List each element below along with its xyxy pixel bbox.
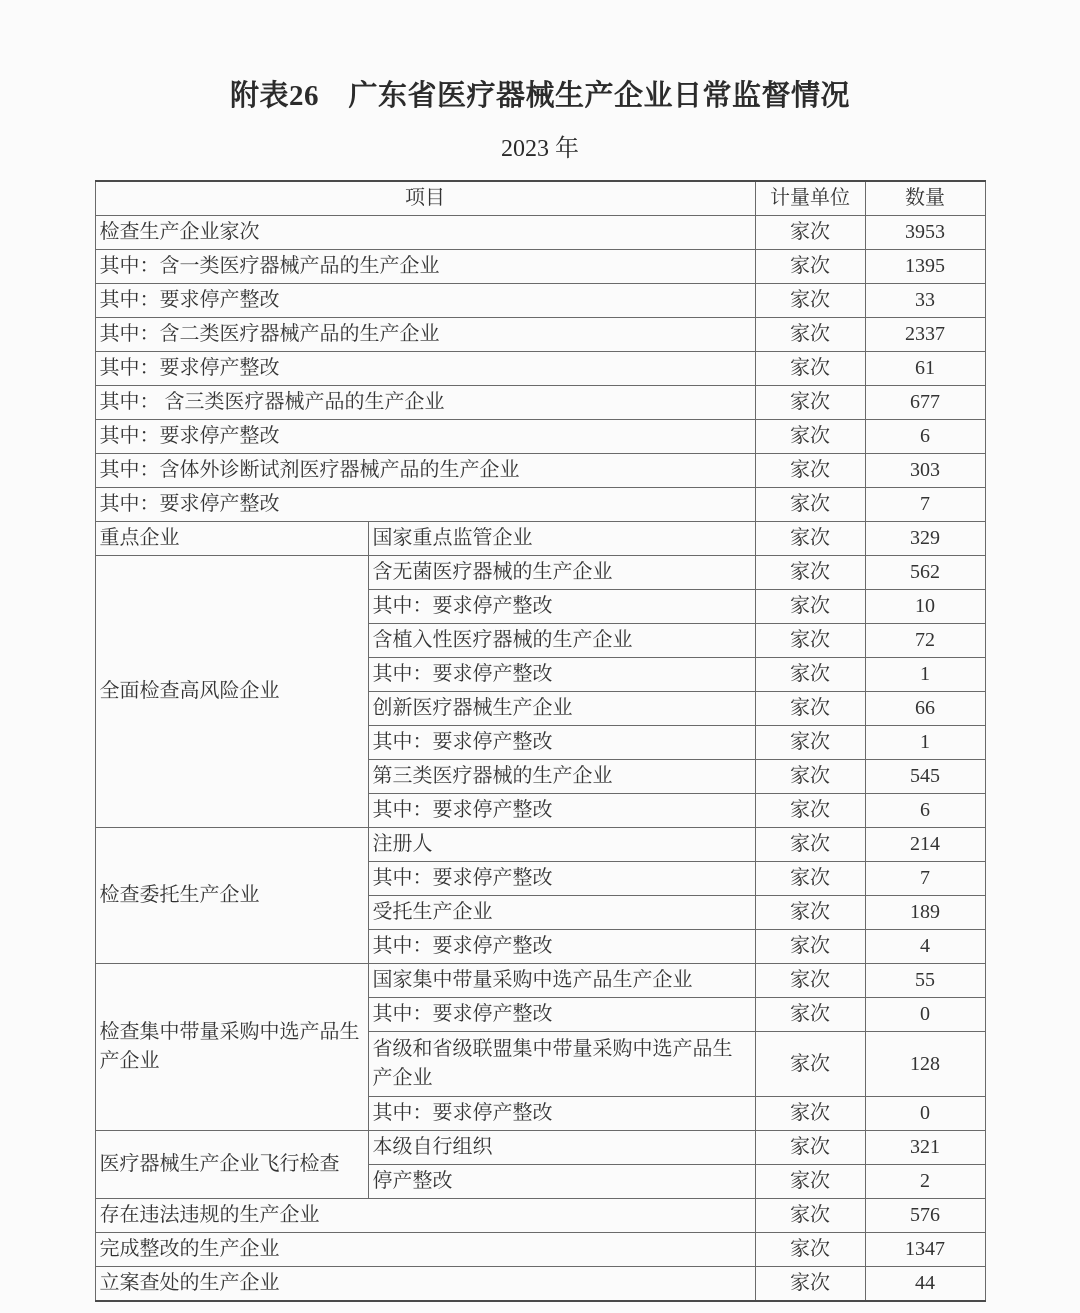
col-header-item: 项目	[95, 181, 755, 216]
item-cell: 含植入性医疗器械的生产企业	[368, 624, 755, 658]
col-header-quantity: 数量	[865, 181, 985, 216]
value-cell: 329	[865, 522, 985, 556]
value-cell: 189	[865, 896, 985, 930]
table-row	[95, 454, 985, 488]
value-cell: 0	[865, 1097, 985, 1131]
value-cell: 7	[865, 488, 985, 522]
value-cell: 6	[865, 794, 985, 828]
value-cell: 0	[865, 998, 985, 1032]
unit-cell: 家次	[755, 556, 865, 590]
unit-cell: 家次	[755, 1097, 865, 1131]
table-row	[95, 488, 985, 522]
value-cell: 72	[865, 624, 985, 658]
table-row	[95, 250, 985, 284]
item-cell: 创新医疗器械生产企业	[368, 692, 755, 726]
table-row	[95, 1267, 985, 1302]
item-cell: 其中：要求停产整改	[368, 1097, 755, 1131]
value-cell: 2	[865, 1165, 985, 1199]
unit-cell: 家次	[755, 726, 865, 760]
table-row	[95, 1131, 985, 1165]
item-cell: 国家集中带量采购中选产品生产企业	[368, 964, 755, 998]
item-cell: 其中：要求停产整改	[368, 658, 755, 692]
table-row	[95, 386, 985, 420]
item-cell: 国家重点监管企业	[368, 522, 755, 556]
item-cell: 其中：要求停产整改	[368, 998, 755, 1032]
item-cell: 第三类医疗器械的生产企业	[368, 760, 755, 794]
unit-cell: 家次	[755, 1032, 865, 1097]
unit-cell: 家次	[755, 284, 865, 318]
unit-cell: 家次	[755, 930, 865, 964]
value-cell: 303	[865, 454, 985, 488]
item-cell: 存在违法违规的生产企业	[95, 1199, 755, 1233]
unit-cell: 家次	[755, 420, 865, 454]
col-header-unit: 计量单位	[755, 181, 865, 216]
unit-cell: 家次	[755, 1199, 865, 1233]
unit-cell: 家次	[755, 216, 865, 250]
item-cell: 其中：要求停产整改	[368, 590, 755, 624]
item-cell: 其中：要求停产整改	[95, 284, 755, 318]
unit-cell: 家次	[755, 760, 865, 794]
value-cell: 61	[865, 352, 985, 386]
item-cell: 其中：要求停产整改	[95, 420, 755, 454]
unit-cell: 家次	[755, 964, 865, 998]
table-row	[95, 420, 985, 454]
value-cell: 562	[865, 556, 985, 590]
value-cell: 2337	[865, 318, 985, 352]
value-cell: 1347	[865, 1233, 985, 1267]
group-cell: 医疗器械生产企业飞行检查	[95, 1131, 368, 1199]
group-cell: 检查委托生产企业	[95, 828, 368, 964]
table-body	[95, 216, 985, 1302]
value-cell: 44	[865, 1267, 985, 1302]
value-cell: 66	[865, 692, 985, 726]
unit-cell: 家次	[755, 590, 865, 624]
table-row	[95, 1199, 985, 1233]
value-cell: 1	[865, 658, 985, 692]
item-cell: 完成整改的生产企业	[95, 1233, 755, 1267]
unit-cell: 家次	[755, 828, 865, 862]
item-cell: 停产整改	[368, 1165, 755, 1199]
page-subtitle: 2023 年	[501, 136, 579, 162]
value-cell: 55	[865, 964, 985, 998]
value-cell: 1395	[865, 250, 985, 284]
value-cell: 576	[865, 1199, 985, 1233]
item-cell: 本级自行组织	[368, 1131, 755, 1165]
value-cell: 6	[865, 420, 985, 454]
item-cell: 其中：含体外诊断试剂医疗器械产品的生产企业	[95, 454, 755, 488]
group-cell: 重点企业	[95, 522, 368, 556]
unit-cell: 家次	[755, 624, 865, 658]
item-cell: 其中：要求停产整改	[368, 794, 755, 828]
value-cell: 33	[865, 284, 985, 318]
group-cell: 全面检查高风险企业	[95, 556, 368, 828]
table-row	[95, 556, 985, 590]
item-cell: 注册人	[368, 828, 755, 862]
unit-cell: 家次	[755, 454, 865, 488]
unit-cell: 家次	[755, 692, 865, 726]
value-cell: 321	[865, 1131, 985, 1165]
unit-cell: 家次	[755, 1267, 865, 1302]
item-cell: 其中：含二类医疗器械产品的生产企业	[95, 318, 755, 352]
table-row	[95, 352, 985, 386]
value-cell: 3953	[865, 216, 985, 250]
value-cell: 7	[865, 862, 985, 896]
table-row	[95, 284, 985, 318]
unit-cell: 家次	[755, 250, 865, 284]
unit-cell: 家次	[755, 488, 865, 522]
item-cell: 其中：要求停产整改	[368, 726, 755, 760]
unit-cell: 家次	[755, 1233, 865, 1267]
item-cell: 其中：要求停产整改	[368, 930, 755, 964]
value-cell: 677	[865, 386, 985, 420]
item-cell: 其中：含一类医疗器械产品的生产企业	[95, 250, 755, 284]
item-cell: 其中：要求停产整改	[95, 488, 755, 522]
table-row	[95, 318, 985, 352]
table-row	[95, 964, 985, 998]
unit-cell: 家次	[755, 386, 865, 420]
unit-cell: 家次	[755, 522, 865, 556]
table-row	[95, 216, 985, 250]
unit-cell: 家次	[755, 318, 865, 352]
unit-cell: 家次	[755, 896, 865, 930]
value-cell: 214	[865, 828, 985, 862]
unit-cell: 家次	[755, 658, 865, 692]
supervision-table	[95, 180, 986, 1302]
value-cell: 10	[865, 590, 985, 624]
item-cell: 检查生产企业家次	[95, 216, 755, 250]
group-cell: 检查集中带量采购中选产品生产企业	[95, 964, 368, 1131]
unit-cell: 家次	[755, 998, 865, 1032]
header-row	[95, 181, 985, 216]
item-cell: 省级和省级联盟集中带量采购中选产品生产企业	[368, 1032, 755, 1097]
table-row	[95, 1233, 985, 1267]
unit-cell: 家次	[755, 794, 865, 828]
unit-cell: 家次	[755, 352, 865, 386]
table-row	[95, 522, 985, 556]
item-cell: 立案查处的生产企业	[95, 1267, 755, 1302]
unit-cell: 家次	[755, 1131, 865, 1165]
value-cell: 128	[865, 1032, 985, 1097]
item-cell: 其中： 含三类医疗器械产品的生产企业	[95, 386, 755, 420]
value-cell: 1	[865, 726, 985, 760]
value-cell: 4	[865, 930, 985, 964]
item-cell: 受托生产企业	[368, 896, 755, 930]
item-cell: 其中：要求停产整改	[95, 352, 755, 386]
item-cell: 含无菌医疗器械的生产企业	[368, 556, 755, 590]
table-row	[95, 828, 985, 862]
item-cell: 其中：要求停产整改	[368, 862, 755, 896]
value-cell: 545	[865, 760, 985, 794]
unit-cell: 家次	[755, 862, 865, 896]
page-title: 附表26 广东省医疗器械生产企业日常监督情况	[229, 80, 850, 112]
unit-cell: 家次	[755, 1165, 865, 1199]
